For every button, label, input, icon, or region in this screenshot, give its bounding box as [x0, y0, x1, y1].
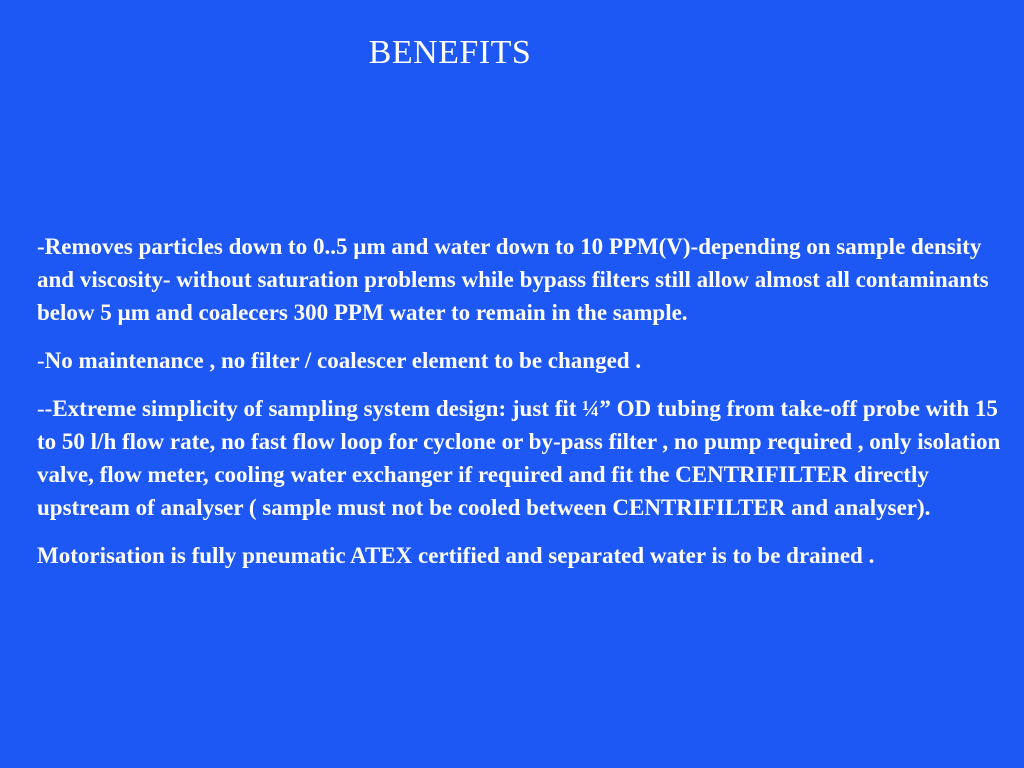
benefit-text: -Removes particles down to 0..5 µm and water down to 10 PPM(V)-depending on sample density and viscosity- without saturation problems while bypass filters still allow almost all contaminants below 5 µm and coalecers 300 PPM water to remain in the sample. [37, 234, 989, 325]
slide-body [37, 230, 1002, 587]
benefit-paragraph-4 [37, 539, 1002, 572]
benefit-paragraph-1 [37, 230, 1002, 329]
benefit-text: -Extreme simplicity of sampling system design: just fit ¼” OD tubing from take-off probe with 15 to 50 l/h flow rate, no fast flow loop for cyclone or by-pass filter , no pump required , only isolation valve, flow meter, cooling water exchanger if required and fit the CENTRIFILTER directly upstream of analyser ( sample must not be cooled between CENTRIFILTER and analyser). [37, 396, 1001, 520]
benefit-dash: - [37, 396, 45, 421]
benefit-text: Motorisation is fully pneumatic ATEX certified and separated water is to be drained . [37, 543, 875, 568]
benefit-paragraph-3 [37, 392, 1002, 524]
benefit-paragraph-2 [37, 344, 1002, 377]
benefit-dash: - [37, 348, 45, 373]
benefit-text: No maintenance , no filter / coalescer element to be changed . [44, 348, 642, 373]
slide-title: BENEFITS [368, 34, 532, 71]
